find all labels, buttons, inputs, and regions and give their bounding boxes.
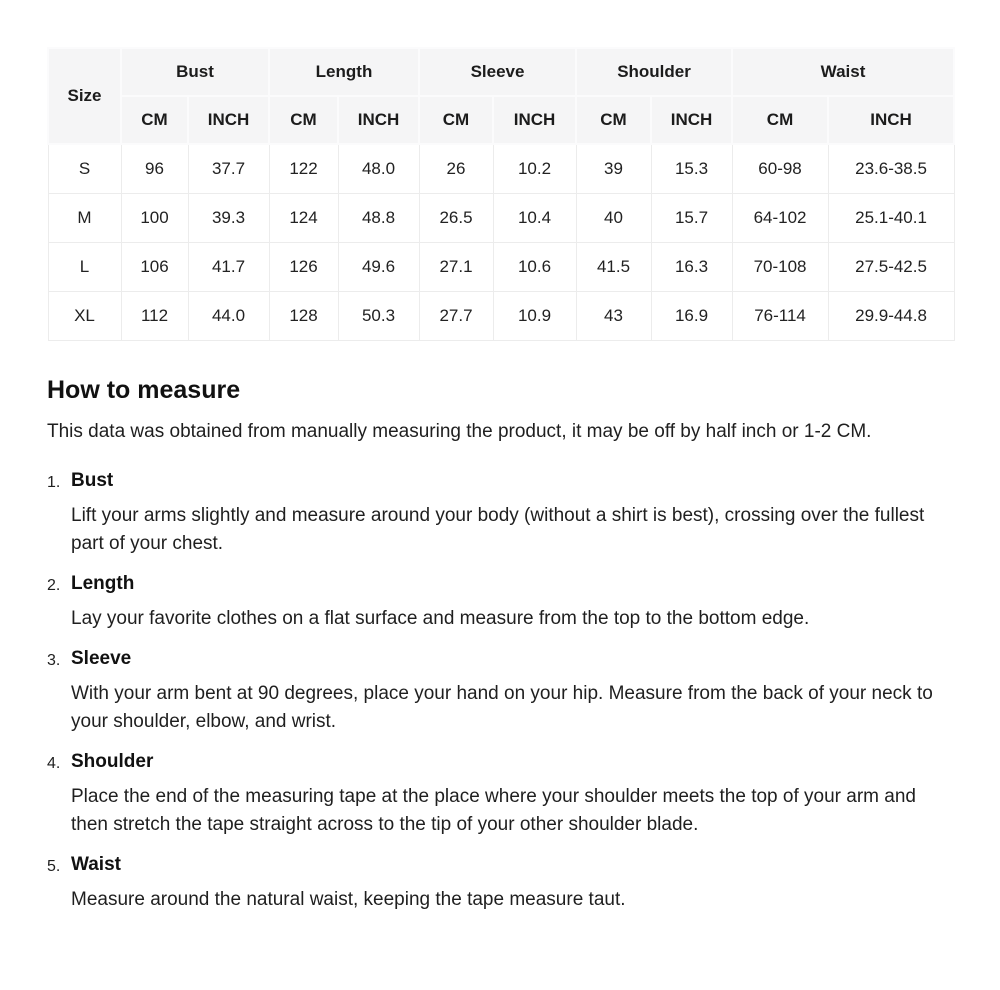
table-cell: 27.1 [419,242,493,291]
table-cell: 122 [269,144,338,193]
step-number: 1. [47,473,61,491]
table-cell: 126 [269,242,338,291]
step-body [71,572,953,634]
table-cell: 100 [121,193,188,242]
table-cell: 76-114 [732,291,828,340]
column-header-waist: Waist [732,48,954,96]
table-cell: L [48,242,121,291]
step-body [71,853,953,915]
unit-header-shoulder-cm: CM [576,96,651,144]
step-body [71,750,953,840]
table-cell: 16.9 [651,291,732,340]
table-cell: XL [48,291,121,340]
table-row-l [48,242,954,291]
measure-step-bust [47,469,953,559]
column-header-sleeve: Sleeve [419,48,576,96]
table-cell: S [48,144,121,193]
measure-step-waist [47,853,953,915]
step-description: Place the end of the measuring tape at the place where your shoulder meets the top of your arm and then stretch the tape straight across to the tip of your other shoulder blade. [71,785,916,835]
table-cell: 27.7 [419,291,493,340]
step-number: 5. [47,857,61,875]
table-cell: 39.3 [188,193,269,242]
step-number: 3. [47,651,61,669]
table-cell: 96 [121,144,188,193]
column-header-size: Size [48,48,121,144]
table-group-header-row [48,48,954,96]
table-cell: 128 [269,291,338,340]
measure-step-length [47,572,953,634]
table-row-s [48,144,954,193]
unit-header-sleeve-cm: CM [419,96,493,144]
table-cell: 26.5 [419,193,493,242]
table-cell: 40 [576,193,651,242]
table-cell: 10.2 [493,144,576,193]
unit-header-waist-cm: CM [732,96,828,144]
table-cell: 50.3 [338,291,419,340]
table-cell: 27.5-42.5 [828,242,954,291]
unit-header-length-cm: CM [269,96,338,144]
step-description: Lift your arms slightly and measure around your body (without a shirt is best), crossing over the fullest part of your chest. [71,504,925,554]
table-cell: 15.7 [651,193,732,242]
unit-header-length-inch: INCH [338,96,419,144]
unit-header-bust-cm: CM [121,96,188,144]
column-header-length: Length [269,48,419,96]
step-title: Length [71,572,135,594]
size-chart-table [47,47,955,341]
table-unit-header-row [48,96,954,144]
measure-steps-list [47,469,953,915]
unit-header-sleeve-inch: INCH [493,96,576,144]
step-body [71,469,953,559]
table-cell: 70-108 [732,242,828,291]
table-cell: 106 [121,242,188,291]
table-cell: 39 [576,144,651,193]
table-cell: 48.0 [338,144,419,193]
how-to-measure-intro: This data was obtained from manually measuring the product, it may be off by half inch or 1-2 CM. [47,420,872,442]
unit-header-bust-inch: INCH [188,96,269,144]
table-cell: 41.5 [576,242,651,291]
measure-step-shoulder [47,750,953,840]
table-cell: 37.7 [188,144,269,193]
table-cell: 10.4 [493,193,576,242]
table-cell: 15.3 [651,144,732,193]
table-cell: 48.8 [338,193,419,242]
step-body [71,647,953,737]
measure-step-sleeve [47,647,953,737]
table-cell: 26 [419,144,493,193]
step-description: With your arm bent at 90 degrees, place your hand on your hip. Measure from the back of your neck to your shoulder, elbow, and wrist. [71,682,933,732]
table-cell: 16.3 [651,242,732,291]
table-row-xl [48,291,954,340]
column-header-bust: Bust [121,48,269,96]
step-number: 2. [47,576,61,594]
table-cell: 43 [576,291,651,340]
table-cell: 112 [121,291,188,340]
table-cell: M [48,193,121,242]
table-cell: 29.9-44.8 [828,291,954,340]
unit-header-shoulder-inch: INCH [651,96,732,144]
step-description: Lay your favorite clothes on a flat surface and measure from the top to the bottom edge. [71,607,810,629]
table-row-m [48,193,954,242]
table-cell: 23.6-38.5 [828,144,954,193]
step-title: Sleeve [71,647,132,669]
step-title: Shoulder [71,750,154,772]
how-to-measure-heading: How to measure [47,375,241,404]
table-cell: 64-102 [732,193,828,242]
table-cell: 10.9 [493,291,576,340]
table-cell: 10.6 [493,242,576,291]
unit-header-waist-inch: INCH [828,96,954,144]
step-number: 4. [47,754,61,772]
table-cell: 124 [269,193,338,242]
table-cell: 25.1-40.1 [828,193,954,242]
step-title: Bust [71,469,114,491]
table-cell: 49.6 [338,242,419,291]
column-header-shoulder: Shoulder [576,48,732,96]
step-description: Measure around the natural waist, keeping the tape measure taut. [71,888,626,910]
table-cell: 60-98 [732,144,828,193]
table-cell: 41.7 [188,242,269,291]
table-cell: 44.0 [188,291,269,340]
step-title: Waist [71,853,121,875]
